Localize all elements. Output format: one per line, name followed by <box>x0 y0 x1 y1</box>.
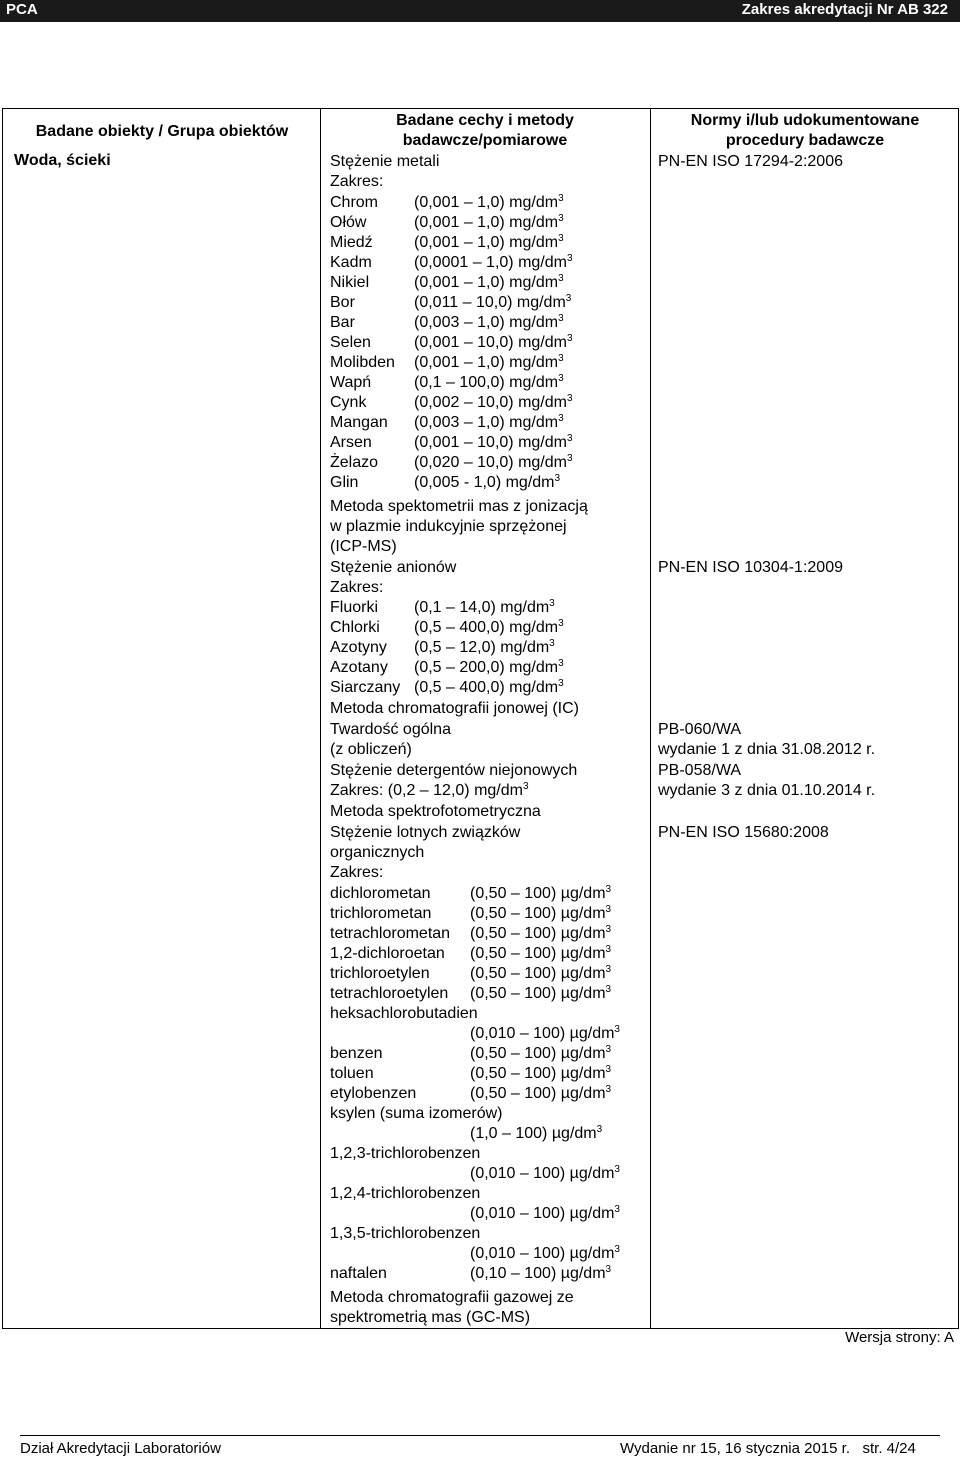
metal-range-exponent: 3 <box>558 373 564 384</box>
metal-range: (0,001 – 1,0) $mg/dm^3$ <box>414 273 564 291</box>
metal-range: (0,011 – 10,0) $mg/dm^3$ <box>414 293 572 311</box>
anions-method: Metoda chromatografii jonowej (IC) <box>330 700 579 717</box>
anion-range-exponent: 3 <box>558 678 564 689</box>
metal-row <box>330 453 650 473</box>
voc-compound-range-row <box>330 1164 650 1184</box>
anion-range-exponent: 3 <box>558 658 564 669</box>
metal-row <box>330 473 650 493</box>
metal-name: Wapń <box>330 374 372 391</box>
detergents-range: Zakres: (0,2 – 12,0) $mg/dm^3$ <box>330 781 529 799</box>
voc-compound-range-exponent: 3 <box>605 964 612 975</box>
metal-range-exponent: 3 <box>566 433 573 444</box>
metal-range: (0,002 – 10,0) $mg/dm^3$ <box>414 393 573 411</box>
anion-name: Azotany <box>330 659 388 676</box>
anion-range: (0,5 – 12,0) $mg/dm^3$ <box>414 638 555 656</box>
metal-row <box>330 273 650 293</box>
anion-row <box>330 598 650 618</box>
footer-department: Dział Akredytacji Laboratoriów <box>20 1440 221 1457</box>
metal-name: Ołów <box>330 214 367 231</box>
metal-range-exponent: 3 <box>566 333 573 344</box>
table-divider-1 <box>320 108 321 1329</box>
voc-compound-name: 1,2,4-trichlorobenzen <box>330 1185 481 1202</box>
voc-compound-row <box>330 924 650 944</box>
voc-compound-range-row <box>330 1204 650 1224</box>
voc-compound-range-exponent: 3 <box>614 1244 620 1255</box>
metal-range-exponent: 3 <box>566 253 573 264</box>
metal-row <box>330 193 650 213</box>
metals-method-line-3: (ICP-MS) <box>330 538 397 555</box>
voc-compound-range: (0,50 – 100) $\mu g/dm^3$ <box>470 904 612 922</box>
metal-row <box>330 353 650 373</box>
voc-compound-row <box>330 1064 650 1084</box>
voc-compound-range-exponent: 3 <box>605 924 612 935</box>
metal-range-exponent: 3 <box>558 213 564 224</box>
anion-range: (0,5 – 400,0) $mg/dm^3$ <box>414 618 564 636</box>
voc-compound-range: (0,50 – 100) $\mu g/dm^3$ <box>470 1084 612 1102</box>
anions-title: Stężenie anionów <box>330 559 457 576</box>
metal-name: Selen <box>330 334 371 351</box>
voc-compound-row <box>330 1184 650 1204</box>
object-group: Woda, ścieki <box>14 152 111 169</box>
metals-range-label: Zakres: <box>330 173 384 190</box>
anion-name: Siarczany <box>330 679 401 696</box>
anions-range-label: Zakres: <box>330 579 384 596</box>
voc-compound-range-exponent: 3 <box>605 1044 612 1055</box>
metal-range: (0,003 – 1,0) $mg/dm^3$ <box>414 313 564 331</box>
voc-title-line-1: Stężenie lotnych związków <box>330 824 521 841</box>
anion-range: (0,1 – 14,0) $mg/dm^3$ <box>414 598 555 616</box>
voc-compound-name: tetrachlorometan <box>330 925 451 942</box>
voc-compound-row <box>330 944 650 964</box>
voc-method-line-1: Metoda chromatografii gazowej ze <box>330 1289 574 1306</box>
voc-compound-row <box>330 1144 650 1164</box>
voc-compound-range: (0,50 – 100) $\mu g/dm^3$ <box>470 984 612 1002</box>
voc-compound-row <box>330 1104 650 1124</box>
voc-compound-range: (0,50 – 100) $\mu g/dm^3$ <box>470 924 612 942</box>
metal-range: (0,0001 – 1,0) $mg/dm^3$ <box>414 253 573 271</box>
metal-name: Molibden <box>330 354 395 371</box>
metal-name: Mangan <box>330 414 388 431</box>
metal-name: Kadm <box>330 254 372 271</box>
metal-range: (0,001 – 1,0) $mg/dm^3$ <box>414 213 564 231</box>
detergents-standard: PB-058/WA <box>658 762 741 779</box>
metal-range-exponent: 3 <box>558 353 564 364</box>
metal-name: Miedź <box>330 234 373 251</box>
page-header <box>0 0 960 22</box>
anion-range-exponent: 3 <box>549 598 555 609</box>
metal-name: Bar <box>330 314 355 331</box>
voc-compound-range-row <box>330 1244 650 1264</box>
voc-compound-row <box>330 1224 650 1244</box>
metal-row <box>330 253 650 273</box>
anion-row <box>330 678 650 698</box>
header-scope-title: Zakres akredytacji Nr AB 322 <box>741 1 948 18</box>
anion-range: (0,5 – 200,0) $mg/dm^3$ <box>414 658 564 676</box>
voc-title-line-2: organicznych <box>330 844 425 861</box>
voc-compound-row <box>330 1004 650 1024</box>
metal-row <box>330 293 650 313</box>
voc-compound-range: (1,0 – 100) $\mu g/dm^3$ <box>470 1124 603 1142</box>
voc-compound-range-exponent: 3 <box>605 904 612 915</box>
metal-range: (0,001 – 10,0) $mg/dm^3$ <box>414 333 573 351</box>
metal-range-exponent: 3 <box>566 393 573 404</box>
anion-row <box>330 658 650 678</box>
column-header-objects: Badane obiekty / Grupa obiektów <box>35 123 289 140</box>
column-header-standards: Normy i/lub udokumentowane procedury badawcze <box>690 112 920 149</box>
metal-range-exponent: 3 <box>558 233 564 244</box>
metal-name: Nikiel <box>330 274 370 291</box>
voc-compound-range-exponent: 3 <box>605 1264 612 1275</box>
page-version: Wersja strony: A <box>845 1329 954 1346</box>
anion-row <box>330 618 650 638</box>
voc-compound-range: (0,50 – 100) $\mu g/dm^3$ <box>470 944 612 962</box>
voc-compound-range-exponent: 3 <box>605 984 612 995</box>
voc-compound-name: toluen <box>330 1065 374 1082</box>
anion-range: (0,5 – 400,0) $mg/dm^3$ <box>414 678 564 696</box>
voc-compound-range: (0,50 – 100) $\mu g/dm^3$ <box>470 964 612 982</box>
anion-name: Chlorki <box>330 619 380 636</box>
voc-compound-row <box>330 964 650 984</box>
voc-compound-range-exponent: 3 <box>614 1164 620 1175</box>
voc-compound-row <box>330 1264 650 1284</box>
voc-compound-range: (0,010 – 100) $\mu g/dm^3$ <box>470 1164 620 1182</box>
metal-range-exponent: 3 <box>558 413 564 424</box>
voc-compound-range: (0,010 – 100) $\mu g/dm^3$ <box>470 1244 620 1262</box>
anion-range-exponent: 3 <box>558 618 564 629</box>
metal-row <box>330 233 650 253</box>
metals-method-line-1: Metoda spektometrii mas z jonizacją <box>330 498 588 515</box>
voc-compound-range: (0,50 – 100) $\mu g/dm^3$ <box>470 1064 612 1082</box>
voc-compound-row <box>330 984 650 1004</box>
voc-compound-range: (0,010 – 100) $\mu g/dm^3$ <box>470 1024 620 1042</box>
metal-range: (0,005 - 1,0) $mg/dm^3$ <box>414 473 561 491</box>
detergents-method: Metoda spektrofotometryczna <box>330 803 541 820</box>
footer-rule <box>20 1435 940 1436</box>
voc-compound-row <box>330 1084 650 1104</box>
hardness-standard: PB-060/WA <box>658 721 741 738</box>
voc-compound-row <box>330 1044 650 1064</box>
metal-name: Arsen <box>330 434 372 451</box>
metals-method-line-2: w plazmie indukcyjnie sprzężonej <box>330 518 567 535</box>
voc-compound-name: 1,2-dichloroetan <box>330 945 445 962</box>
table-bottom-border <box>2 1328 958 1329</box>
voc-compound-range-exponent: 3 <box>614 1024 620 1035</box>
hardness-title: Twardość ogólna <box>330 721 451 738</box>
metal-range: (0,020 – 10,0) $mg/dm^3$ <box>414 453 573 471</box>
voc-compound-range-row <box>330 1124 650 1144</box>
voc-compound-name: naftalen <box>330 1265 387 1282</box>
anion-range-exponent: 3 <box>549 638 555 649</box>
hardness-edition: wydanie 1 z dnia 31.08.2012 r. <box>658 741 876 758</box>
hardness-note: (z obliczeń) <box>330 741 412 758</box>
voc-compound-name: etylobenzen <box>330 1085 417 1102</box>
metal-range: (0,1 – 100,0) $mg/dm^3$ <box>414 373 564 391</box>
metal-name: Żelazo <box>330 454 379 471</box>
anion-row <box>330 638 650 658</box>
voc-compound-name: benzen <box>330 1045 383 1062</box>
metal-range: (0,001 – 1,0) $mg/dm^3$ <box>414 193 564 211</box>
voc-compound-row <box>330 904 650 924</box>
voc-compound-range: (0,50 – 100) $\mu g/dm^3$ <box>470 884 612 902</box>
metals-title: Stężenie metali <box>330 153 440 170</box>
voc-method-line-2: spektrometrią mas (GC-MS) <box>330 1309 531 1326</box>
metal-range-exponent: 3 <box>558 193 564 204</box>
detergents-edition: wydanie 3 z dnia 01.10.2014 r. <box>658 782 876 799</box>
metal-range-exponent: 3 <box>554 473 561 484</box>
metal-range: (0,001 – 10,0) $mg/dm^3$ <box>414 433 573 451</box>
metal-name: Bor <box>330 294 355 311</box>
metal-name: Cynk <box>330 394 367 411</box>
voc-compound-range: (0,10 – 100) $\mu g/dm^3$ <box>470 1264 612 1282</box>
metal-row <box>330 433 650 453</box>
header-org: PCA <box>6 1 38 18</box>
metal-name: Chrom <box>330 194 379 211</box>
anion-name: Fluorki <box>330 599 379 616</box>
metal-row <box>330 413 650 433</box>
metal-range-exponent: 3 <box>566 453 573 464</box>
table-border-left <box>2 108 3 1329</box>
metal-name: Glin <box>330 474 359 491</box>
voc-compound-range-exponent: 3 <box>605 1084 612 1095</box>
voc-compound-name: trichlorometan <box>330 905 432 922</box>
voc-compound-name: dichlorometan <box>330 885 431 902</box>
voc-compound-row <box>330 884 650 904</box>
voc-compound-name: heksachlorobutadien <box>330 1005 478 1022</box>
voc-compound-range-exponent: 3 <box>614 1204 620 1215</box>
detergents-title: Stężenie detergentów niejonowych <box>330 762 578 779</box>
metal-range-exponent: 3 <box>565 293 572 304</box>
metal-row <box>330 373 650 393</box>
voc-compound-range: (0,010 – 100) $\mu g/dm^3$ <box>470 1204 620 1222</box>
voc-compound-range-exponent: 3 <box>596 1124 603 1135</box>
anion-name: Azotyny <box>330 639 387 656</box>
voc-compound-name: 1,2,3-trichlorobenzen <box>330 1145 481 1162</box>
metals-standard: PN-EN ISO 17294-2:2006 <box>658 153 843 170</box>
metal-range-exponent: 3 <box>558 273 564 284</box>
voc-compound-name: ksylen (suma izomerów) <box>330 1105 503 1122</box>
footer-edition: Wydanie nr 15, 16 stycznia 2015 r. str. 4/24 <box>620 1440 916 1457</box>
metal-row <box>330 333 650 353</box>
voc-standard: PN-EN ISO 15680:2008 <box>658 824 829 841</box>
voc-compound-name: tetrachloroetylen <box>330 985 449 1002</box>
metal-row <box>330 393 650 413</box>
metal-range: (0,003 – 1,0) $mg/dm^3$ <box>414 413 564 431</box>
metal-range: (0,001 – 1,0) $mg/dm^3$ <box>414 353 564 371</box>
metal-row <box>330 313 650 333</box>
voc-compound-name: trichloroetylen <box>330 965 430 982</box>
metal-row <box>330 213 650 233</box>
voc-compound-range-row <box>330 1024 650 1044</box>
voc-range-label: Zakres: <box>330 864 384 881</box>
voc-compound-range-exponent: 3 <box>605 1064 612 1075</box>
voc-compound-range-exponent: 3 <box>605 944 612 955</box>
anions-standard: PN-EN ISO 10304-1:2009 <box>658 559 843 576</box>
metal-range: (0,001 – 1,0) $mg/dm^3$ <box>414 233 564 251</box>
voc-compound-name: 1,3,5-trichlorobenzen <box>330 1225 481 1242</box>
column-header-methods: Badane cechy i metody badawcze/pomiarowe <box>396 112 574 149</box>
voc-compound-range: (0,50 – 100) $\mu g/dm^3$ <box>470 1044 612 1062</box>
table-border-right <box>958 108 959 1329</box>
metal-range-exponent: 3 <box>558 313 564 324</box>
table-divider-2 <box>650 108 651 1329</box>
voc-compound-range-exponent: 3 <box>605 884 612 895</box>
table-top-border <box>2 108 958 109</box>
